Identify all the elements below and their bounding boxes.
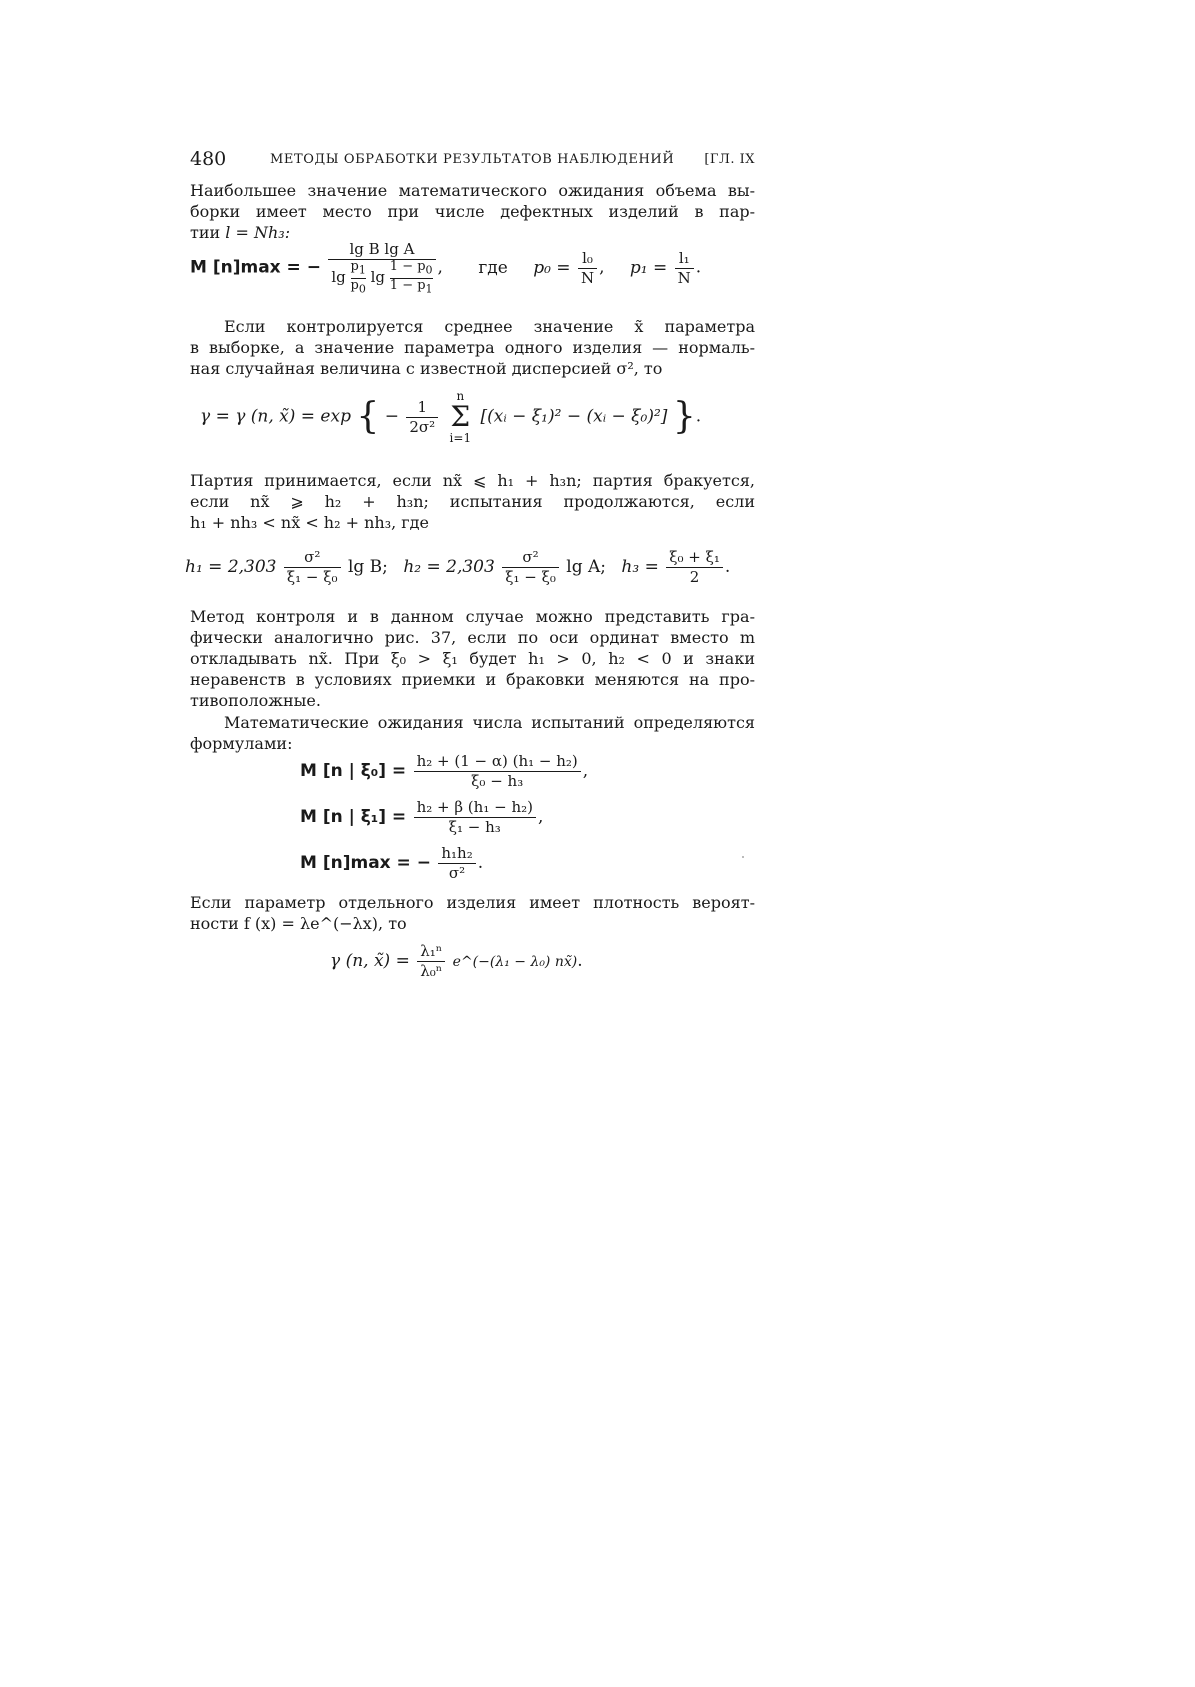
numerator: h₂ + (1 − α) (h₁ − h₂) bbox=[414, 752, 581, 772]
text-line: фически аналогично рис. 37, если по оси ординат вместо m bbox=[190, 628, 755, 647]
numerator: lg B lg A bbox=[328, 240, 435, 260]
fraction bbox=[578, 249, 597, 288]
formula-h-coefficients: h₁ = 2,303 $\frac{\text{σ²}}{\text{ξ₁ − ξ₀}}$ lg B; h₂ = 2,303 $\frac{\text{σ²}}{\text{ξ₁ − ξ₀}}$ lg A; h₃ = $\frac{\text{ξ₀ + ξ₁}}{2}$ . bbox=[185, 548, 731, 586]
fraction bbox=[414, 798, 536, 837]
sum-upper-limit: n bbox=[456, 389, 465, 403]
denominator: N bbox=[580, 268, 595, 287]
text-line: ности f (x) = λe^(−λx), то bbox=[190, 914, 407, 933]
running-title: МЕТОДЫ ОБРАБОТКИ РЕЗУЛЬТАТОВ НАБЛЮДЕНИЙ bbox=[270, 152, 675, 167]
h1-tail: lg B; bbox=[347, 557, 388, 577]
formula-lhs: M [n | ξ₁] = bbox=[300, 807, 407, 827]
left-brace: { bbox=[356, 396, 380, 437]
paragraph-1 bbox=[190, 180, 755, 243]
denominator: ξ₁ − h₃ bbox=[448, 818, 501, 836]
paragraph-4 bbox=[190, 606, 755, 711]
text-line: откладывать nx̃. При ξ₀ > ξ₁ будет h₁ > 0, h₂ < 0 и знаки bbox=[190, 649, 755, 668]
text-line: борки имеет место при числе дефектных изделий в пар- bbox=[190, 202, 755, 221]
denominator: ξ₁ − ξ₀ bbox=[505, 568, 556, 586]
numerator: λ₁ⁿ bbox=[417, 942, 445, 962]
numerator: l₁ bbox=[675, 249, 694, 269]
text-line: Наибольшее значение математического ожидания объема вы- bbox=[190, 181, 755, 200]
formula-lhs: γ = γ (n, x̃) = exp bbox=[200, 406, 351, 427]
numerator: h₁h₂ bbox=[438, 844, 475, 864]
numerator: ξ₀ + ξ₁ bbox=[666, 548, 723, 568]
denominator: σ² bbox=[448, 864, 466, 882]
denominator: ξ₀ − h₃ bbox=[471, 772, 524, 790]
text-line: ная случайная величина с известной дисперсией σ², то bbox=[190, 359, 663, 378]
sum-lower-limit: i=1 bbox=[449, 431, 472, 445]
exponential-term: e^(−(λ₁ − λ₀) nx̃) bbox=[452, 954, 578, 970]
page-number: 480 bbox=[190, 148, 227, 170]
text-line: неравенств в условиях приемки и браковки меняются на про- bbox=[190, 670, 755, 689]
numerator: σ² bbox=[502, 548, 559, 568]
text-line: формулами: bbox=[190, 734, 293, 753]
summation bbox=[450, 390, 472, 444]
text-line: в выборке, а значение параметра одного изделия — нормаль- bbox=[190, 338, 755, 357]
fraction bbox=[284, 548, 341, 587]
formula-expectation-xi0: M [n | ξ₀] = $\frac{\text{h₂ + (1 − α) (h₁ − h₂)}}{\text{ξ₀ − h₃}}$ , bbox=[300, 752, 589, 790]
text-line: h₁ + nh₃ < nx̃ < h₂ + nh₃, где bbox=[190, 513, 429, 532]
fraction bbox=[414, 752, 581, 791]
formula-lhs: γ (n, x̃) = bbox=[330, 951, 410, 971]
fraction bbox=[417, 942, 445, 981]
fraction bbox=[328, 240, 435, 296]
formula-lhs: M [n]max = − bbox=[300, 853, 431, 873]
fraction bbox=[666, 548, 723, 587]
chapter-label: [ГЛ. IX bbox=[704, 152, 755, 167]
fraction bbox=[502, 548, 559, 587]
numerator: 1 bbox=[406, 398, 438, 418]
p1-lhs: p₁ = bbox=[629, 257, 668, 278]
text-line: если nx̃ ⩾ h₂ + h₃n; испытания продолжаются, если bbox=[190, 492, 755, 511]
text-line: Метод контроля и в данном случае можно представить гра- bbox=[190, 607, 755, 626]
h3-lhs: h₃ = bbox=[621, 557, 659, 577]
text-line: Если параметр отдельного изделия имеет плотность вероят- bbox=[190, 893, 755, 912]
paragraph-6 bbox=[190, 892, 755, 934]
h1-lhs: h₁ = 2,303 bbox=[185, 557, 277, 577]
formula-expectation-max: M [n]max = − $\frac{\text{h₁h₂}}{\text{σ²}}$ . bbox=[300, 844, 484, 882]
denominator: lg $\frac{p_1}{p_0}$ lg $\frac{1 - p_0}{1 - p_1}$ bbox=[331, 259, 433, 296]
minus-sign: − bbox=[384, 406, 399, 427]
p0-lhs: p₀ = bbox=[533, 257, 571, 278]
text-line: Партия принимается, если nx̃ ⩽ h₁ + h₃n; партия бракуется, bbox=[190, 471, 755, 490]
fraction bbox=[438, 844, 475, 883]
formula-max-sample-size: M [n]max = − lg B lg A lg $\frac{p_1}{p_0}$ lg $\frac{1 - p_0}{1 - p_1}$ , где p₀ = $\frac{\text{l₀}}{N}$ , p₁ = $\frac{\text{l₁}}{N}$ . bbox=[190, 240, 702, 296]
denominator: N bbox=[677, 268, 691, 287]
formula-expectation-xi1: M [n | ξ₁] = $\frac{\text{h₂ + β (h₁ − h₂)}}{\text{ξ₁ − h₃}}$ , bbox=[300, 798, 544, 836]
text-line: Математические ожидания числа испытаний определяются bbox=[224, 713, 755, 732]
denominator: ξ₁ − ξ₀ bbox=[286, 568, 338, 586]
formula-likelihood-exponential: γ (n, x̃) = $\frac{\text{λ₁ⁿ}}{\text{λ₀ⁿ}}$ e^(−(λ₁ − λ₀) nx̃). bbox=[330, 942, 583, 980]
h2-lhs: h₂ = 2,303 bbox=[403, 557, 495, 577]
h2-tail: lg A; bbox=[566, 557, 606, 577]
text-line: тивоположные. bbox=[190, 691, 321, 710]
numerator: l₀ bbox=[578, 249, 597, 269]
numerator: σ² bbox=[284, 548, 341, 568]
formula-likelihood-normal: γ = γ (n, x̃) = exp { − $\frac{1}{\text{2σ²}}$ n Σ i=1 [(xᵢ − ξ₁)² − (xᵢ − ξ₀)²] }. bbox=[200, 389, 702, 445]
paragraph-2 bbox=[190, 316, 755, 379]
sigma-symbol: Σ bbox=[450, 400, 471, 433]
formula-lhs: M [n | ξ₀] = bbox=[300, 761, 407, 781]
fraction bbox=[406, 398, 438, 437]
text-fragment: тии bbox=[190, 223, 221, 242]
right-brace: } bbox=[672, 396, 696, 437]
where-word: где bbox=[478, 257, 508, 278]
sum-body: [(xᵢ − ξ₁)² − (xᵢ − ξ₀)²] bbox=[480, 406, 668, 427]
denominator: 2 bbox=[689, 568, 700, 586]
paragraph-5 bbox=[190, 712, 755, 754]
inline-formula: l = Nh₃: bbox=[225, 223, 291, 242]
sub-fraction: $\frac{p_1}{p_0}$ bbox=[350, 259, 366, 296]
denominator: λ₀ⁿ bbox=[420, 962, 443, 980]
numerator: h₂ + β (h₁ − h₂) bbox=[414, 798, 536, 818]
formula-lhs: M [n]max = − bbox=[190, 257, 321, 278]
sub-fraction: $\frac{1 - p_0}{1 - p_1}$ bbox=[389, 259, 433, 296]
paragraph-3 bbox=[190, 470, 755, 533]
denominator: 2σ² bbox=[409, 417, 436, 436]
fraction bbox=[675, 249, 694, 288]
running-header bbox=[190, 148, 755, 172]
scan-speck bbox=[742, 856, 744, 858]
text-line: Если контролируется среднее значение x̃ параметра bbox=[224, 317, 755, 336]
